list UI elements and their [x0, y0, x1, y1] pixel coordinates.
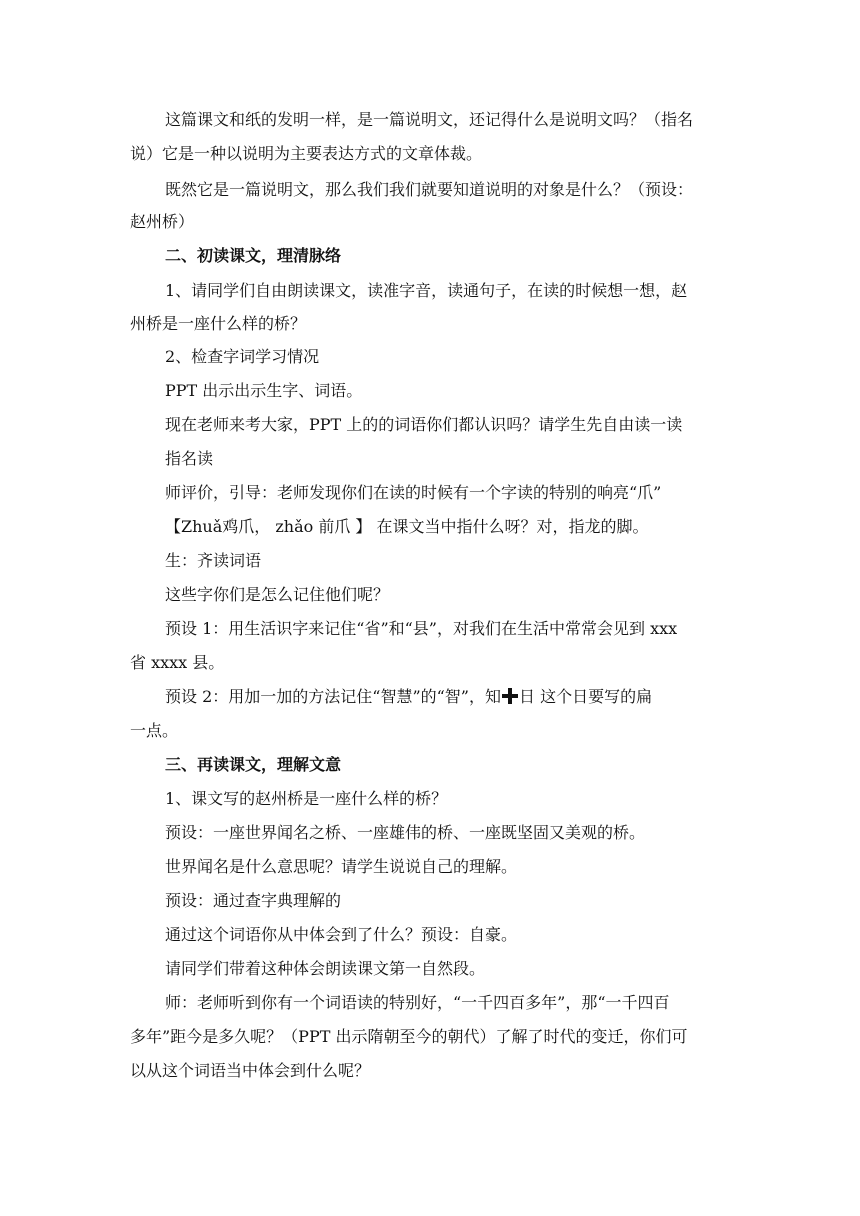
paragraph-line: 通过这个词语你从中体会到了什么？预设：自豪。 [165, 925, 518, 944]
paragraph-line: 师：老师听到你有一个词语读的特别好，“一千四百多年”，那“一千四百 [165, 993, 670, 1012]
paragraph-line: 世界闻名是什么意思呢？请学生说说自己的理解。 [165, 857, 518, 876]
paragraph-line: 1、请同学们自由朗读课文，读准字音，读通句子，在读的时候想一想，赵 [165, 281, 688, 300]
paragraph-line: 请同学们带着这种体会朗读课文第一自然段。 [165, 959, 486, 978]
paragraph-line: 生：齐读词语 [165, 551, 262, 570]
paragraph-line: 一点。 [130, 721, 179, 740]
paragraph-line: 现在老师来考大家，PPT 上的的词语你们都认识吗？请学生先自由读一读 [165, 415, 683, 434]
paragraph-line: 赵州桥） [130, 212, 195, 231]
paragraph-line: 州桥是一座什么样的桥？ [130, 314, 307, 333]
section-heading: 三、再读课文，理解文意 [165, 755, 342, 774]
paragraph-line: 预设 1：用生活识字来记住“省”和“县”，对我们在生活中常常会见到 xxx [165, 619, 678, 638]
plus-icon [502, 688, 518, 704]
paragraph-text: 预设 2：用加一加的方法记住“智慧”的“智”，知 [165, 687, 501, 706]
paragraph-line: 多年”距今是多久呢？（PPT 出示隋朝至今的朝代）了解了时代的变迁，你们可 [130, 1027, 688, 1046]
paragraph-line: 预设：一座世界闻名之桥、一座雄伟的桥、一座既坚固又美观的桥。 [165, 823, 646, 842]
paragraph-line: 【Zhuǎ鸡爪， zhǎo 前爪 】 在课文当中指什么呀？对，指龙的脚。 [165, 517, 649, 536]
paragraph-line: 这篇课文和纸的发明一样，是一篇说明文，还记得什么是说明文吗？（指名 [165, 110, 694, 129]
paragraph-line: 说）它是一种以说明为主要表达方式的文章体裁。 [130, 144, 483, 163]
paragraph-line: 师评价，引导：老师发现你们在读的时候有一个字读的特别的响亮“爪” [165, 483, 662, 502]
paragraph-line: 省 xxxx 县。 [130, 653, 225, 672]
paragraph-line: 这些字你们是怎么记住他们呢？ [165, 585, 390, 604]
paragraph-line: 指名读 [165, 449, 214, 468]
paragraph-line: 以从这个词语当中体会到什么呢？ [130, 1061, 371, 1080]
paragraph-line: PPT 出示出示生字、词语。 [165, 381, 363, 400]
section-heading: 二、初读课文，理清脉络 [165, 246, 342, 265]
paragraph-line: 既然它是一篇说明文，那么我们我们就要知道说明的对象是什么？（预设： [165, 180, 694, 199]
paragraph-line: 预设：通过查字典理解的 [165, 891, 342, 910]
paragraph-line [165, 686, 652, 708]
paragraph-line: 2、检查字词学习情况 [165, 347, 320, 366]
paragraph-line: 1、课文写的赵州桥是一座什么样的桥？ [165, 789, 448, 808]
paragraph-text: 日 这个日要写的扁 [519, 687, 653, 706]
